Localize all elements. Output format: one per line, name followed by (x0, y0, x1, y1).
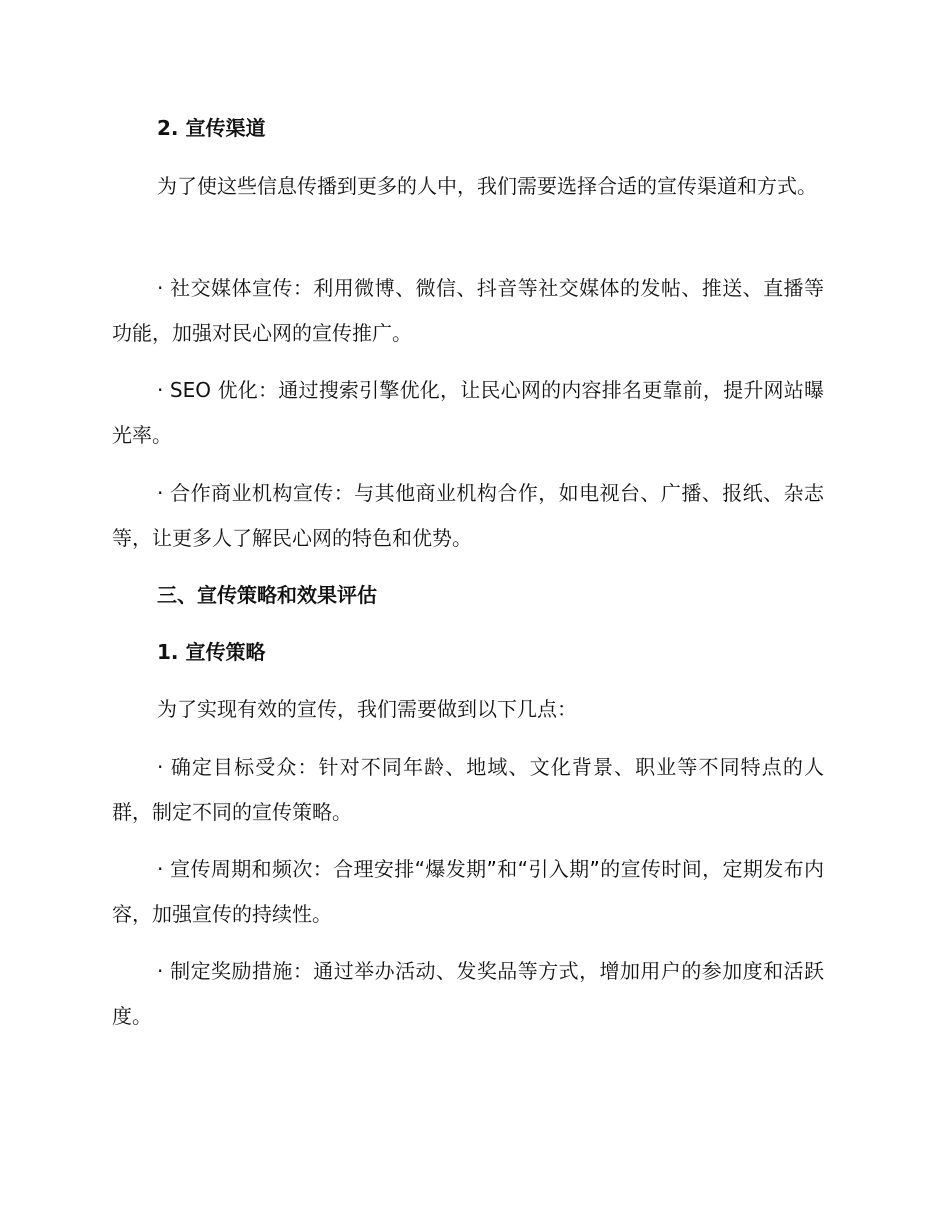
bullet-target-audience: · 确定目标受众：针对不同年龄、地域、文化背景、职业等不同特点的人群，制定不同的宣传策略。 (112, 755, 824, 824)
subheading-promotion-channels: 2. 宣传渠道 (157, 116, 266, 140)
bullet-social-media: · 社交媒体宣传：利用微博、微信、抖音等社交媒体的发帖、推送、直播等功能，加强对民心网的宣传推广。 (112, 276, 824, 345)
bullet-reward-measures: · 制定奖励措施：通过举办活动、发奖品等方式，增加用户的参加度和活跃度。 (112, 959, 824, 1028)
bullet-cycle-frequency: · 宣传周期和频次：合理安排“爆发期”和“引入期”的宣传时间，定期发布内容，加强宣传的持续性。 (112, 857, 824, 926)
bullet-seo: · SEO 优化：通过搜索引擎优化，让民心网的内容排名更靠前，提升网站曝光率。 (112, 378, 824, 447)
subheading-promotion-strategy: 1. 宣传策略 (157, 640, 266, 664)
paragraph-strategy-intro: 为了实现有效的宣传，我们需要做到以下几点： (157, 697, 577, 721)
section-heading-three: 三、宣传策略和效果评估 (157, 583, 377, 607)
bullet-business-partners: · 合作商业机构宣传：与其他商业机构合作，如电视台、广播、报纸、杂志等，让更多人了解民心网的特色和优势。 (112, 481, 824, 550)
paragraph-channels-intro: 为了使这些信息传播到更多的人中，我们需要选择合适的宣传渠道和方式。 (157, 174, 817, 198)
